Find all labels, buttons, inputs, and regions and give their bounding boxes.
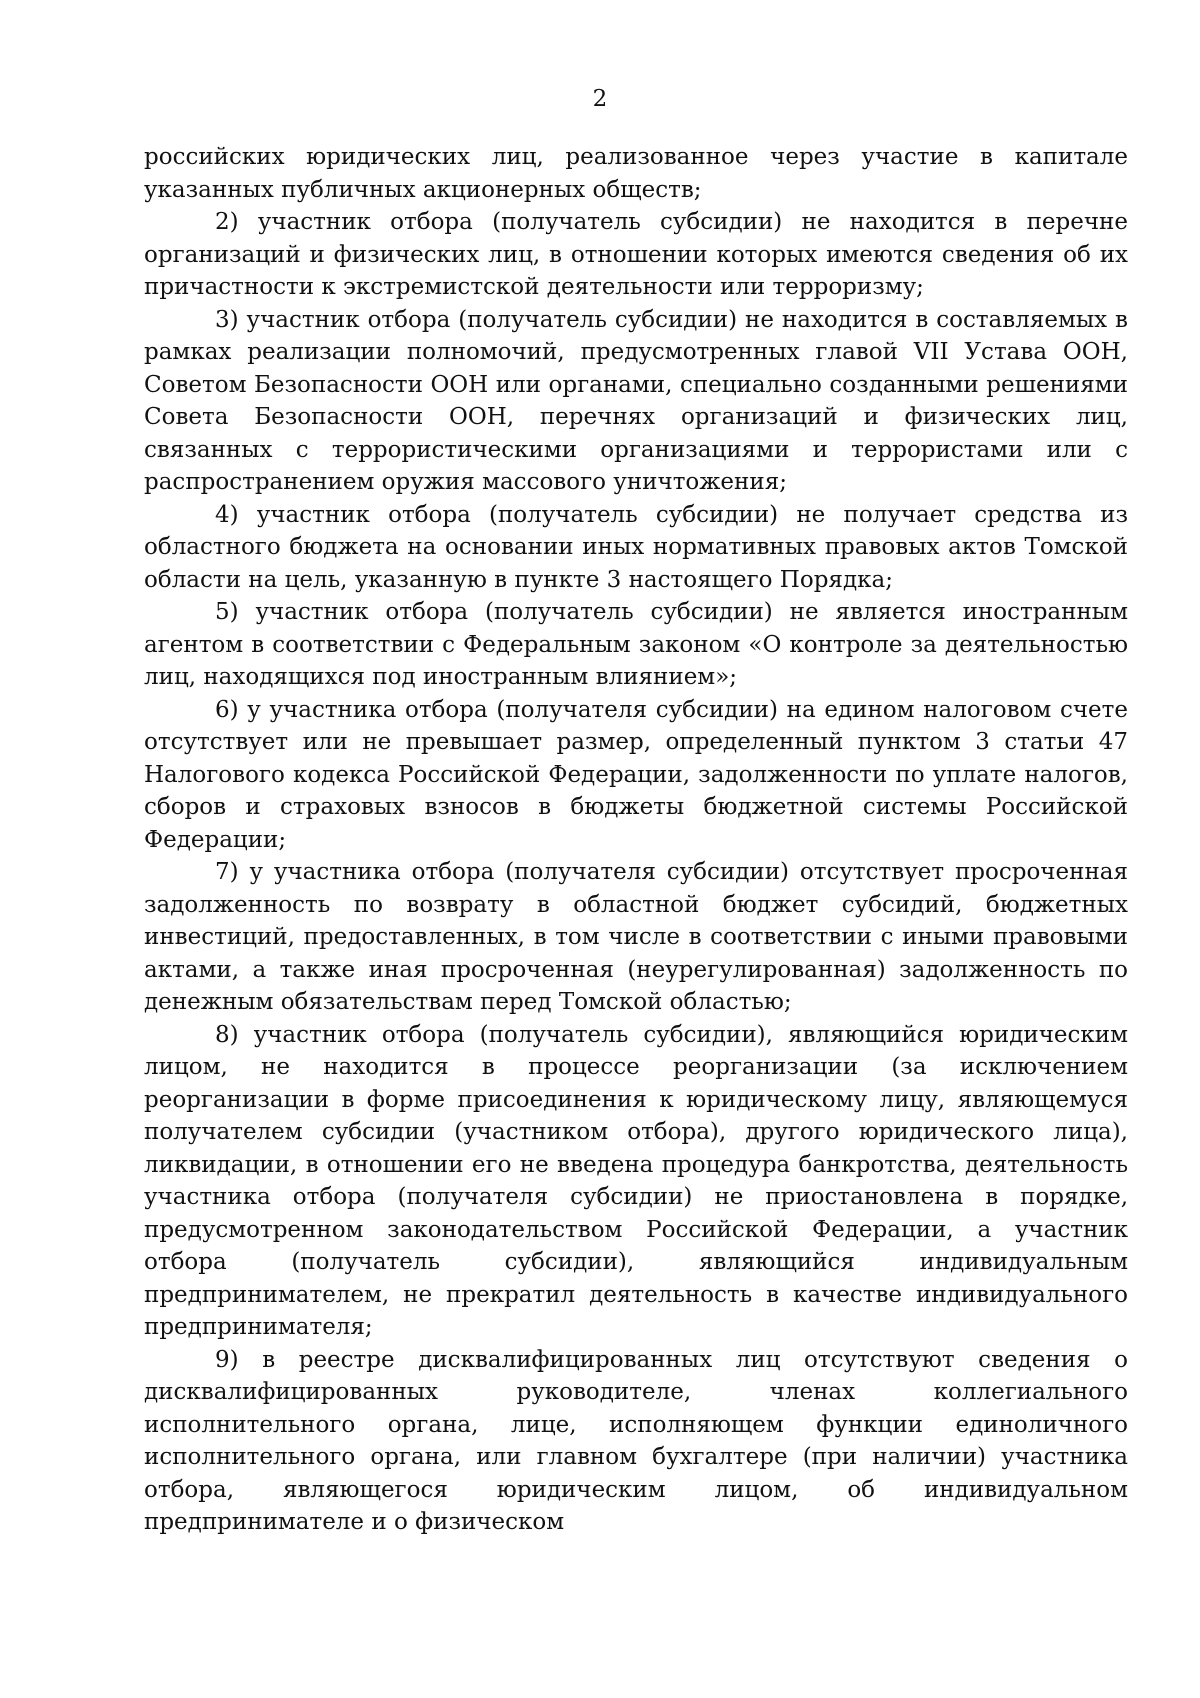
paragraph-item-7: 7) у участника отбора (получателя субсидии) отсутствует просроченная задолженность по возврату в областной бюджет субсидий, бюджетных инвестиций, предоставленных, в том числе в соответствии с иными правовыми актами, а также иная просроченная (неурегулированная) задолженность по денежным обязательствам перед Томской областью; — [144, 859, 1128, 1015]
paragraph-item-6: 6) у участника отбора (получателя субсидии) на едином налоговом счете отсутствует или не превышает размер, определенный пунктом 3 статьи 47 Налогового кодекса Российской Федерации, задолженности по уплате налогов, сборов и страховых взносов в бюджеты бюджетной системы Российской Федерации; — [144, 696, 1128, 853]
paragraph-item-5: 5) участник отбора (получатель субсидии) не является иностранным агентом в соответствии с Федеральным законом «О контроле за деятельностью лиц, находящихся под иностранным влиянием»; — [144, 599, 1128, 690]
paragraph-continuation: российских юридических лиц, реализованное через участие в капитале указанных публичных акционерных обществ; — [144, 144, 1128, 203]
paragraph-item-8: 8) участник отбора (получатель субсидии), являющийся юридическим лицом, не находится в процессе реорганизации (за исключением реорганизации в форме присоединения к юридическому лицу, являющемуся получателем субсидии (участником отбора), другого юридического лица), ликвидации, в отношении его не введена процедура банкротства, деятельность участника отбора (получателя субсидии) не приостановлена в порядке, предусмотренном законодательством Российской Федерации, а участник отбора (получатель субсидии), являющийся индивидуальным предпринимателем, не прекратил деятельность в качестве индивидуального предпринимателя; — [144, 1021, 1128, 1340]
paragraph-item-3: 3) участник отбора (получатель субсидии) не находится в составляемых в рамках реализации полномочий, предусмотренных главой VII Устава ООН, Советом Безопасности ООН или органами, специально созданными решениями Совета Безопасности ООН, перечнях организаций и физических лиц, связанных с террористическими организациями и террористами или с распространением оружия массового уничтожения; — [144, 306, 1128, 495]
paragraph-item-4: 4) участник отбора (получатель субсидии) не получает средства из областного бюджета на основании иных нормативных правовых актов Томской области на цель, указанную в пункте 3 настоящего Порядка; — [144, 501, 1128, 593]
document-body — [144, 141, 1128, 1539]
paragraph-item-2: 2) участник отбора (получатель субсидии) не находится в перечне организаций и физических лиц, в отношении которых имеются сведения об их причастности к экстремистской деятельности или терроризму; — [144, 209, 1128, 300]
paragraph-item-9: 9) в реестре дисквалифицированных лиц отсутствуют сведения о дисквалифицированных руководителе, членах коллегиального исполнительного органа, лице, исполняющем функции единоличного исполнительного органа, или главном бухгалтере (при наличии) участника отбора, являющегося юридическим лицом, об индивидуальном предпринимателе и о физическом — [144, 1346, 1128, 1535]
page-number: 2 — [592, 86, 608, 112]
